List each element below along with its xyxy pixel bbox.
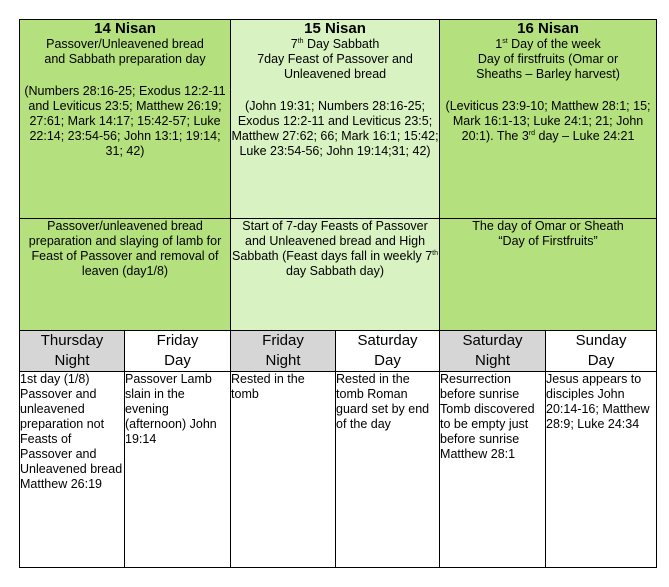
nisan-15-summary: Start of 7-day Feasts of Passover and Unleavened bread and High Sabbath (Feast days fall in weekly 7th day Sabbath day): [231, 219, 440, 331]
nisan-15-line-1: 7th Day Sabbath: [290, 37, 380, 51]
nisan-15-title: 15 Nisan: [304, 20, 366, 37]
period-label-sunday-day: Sunday Day: [546, 331, 657, 372]
nisan-14-title: 14 Nisan: [94, 20, 156, 37]
nisan-16-line-2: Day of firstfruits (Omar or: [477, 52, 619, 66]
nisan-14-references: (Numbers 28:16-25; Exodus 12:2-11 and Leviticus 23:5; Matthew 26:19; 27:61; Mark 14:17; 15:42-57; Luke 22:14; 23:54-56; John 13:1; 19:14; 31; 42): [24, 84, 226, 158]
nisan-14-header-cell: [20, 20, 231, 219]
nisan-16-title: 16 Nisan: [517, 20, 579, 37]
nisan-15-line-3: Unleavened bread: [283, 67, 387, 81]
period-note-friday-day: Passover Lamb slain in the evening (afternoon) John 19:14: [125, 372, 231, 568]
period-note-saturday-night: Resurrection before sunrise Tomb discovered to be empty just before sunrise Matthew 28:1: [440, 372, 546, 568]
period-label-saturday-night: Saturday Night: [440, 331, 546, 372]
nisan-16-header-cell: [440, 20, 657, 219]
period-label-friday-day: Friday Day: [125, 331, 231, 372]
period-note-saturday-day: Rested in the tomb Roman guard set by end of the day: [336, 372, 440, 568]
nisan-table: [19, 19, 657, 568]
period-note-sunday-day: Jesus appears to disciples John 20:14-16; Matthew 28:9; Luke 24:34: [546, 372, 657, 568]
nisan-16-line-1: 1st Day of the week: [495, 37, 601, 51]
nisan-15-references: (John 19:31; Numbers 28:16-25; Exodus 12:2-11 and Leviticus 23:5; Matthew 27:62; 66; Mark 16:1; 15:42; Luke 23:54-56; John 19:14;31; 42): [231, 99, 439, 158]
period-label-thursday-night: Thursday Night: [20, 331, 125, 372]
period-label-saturday-day: Saturday Day: [336, 331, 440, 372]
nisan-15-header-cell: [231, 20, 440, 219]
nisan-14-line-1: Passover/Unleavened bread: [46, 37, 204, 51]
period-note-thursday-night: 1st day (1/8) Passover and unleavened preparation not Feasts of Passover and Unleavened bread Matthew 26:19: [20, 372, 125, 568]
nisan-16-line-3: Sheaths – Barley harvest): [476, 67, 620, 81]
nisan-16-references: (Leviticus 23:9-10; Matthew 28:1; 15; Mark 16:1-13; Luke 24:1; 21; John 20:1). The 3rd day – Luke 24:21: [445, 99, 651, 143]
nisan-14-summary: Passover/unleavened bread preparation and slaying of lamb for Feast of Passover and removal of leaven (day1/8): [20, 219, 231, 331]
nisan-14-line-2: and Sabbath preparation day: [44, 52, 206, 66]
period-note-friday-night: Rested in the tomb: [231, 372, 336, 568]
nisan-15-line-2: 7day Feast of Passover and: [257, 52, 413, 66]
period-label-friday-night: Friday Night: [231, 331, 336, 372]
nisan-16-summary: The day of Omar or Sheath “Day of Firstfruits”: [440, 219, 657, 331]
